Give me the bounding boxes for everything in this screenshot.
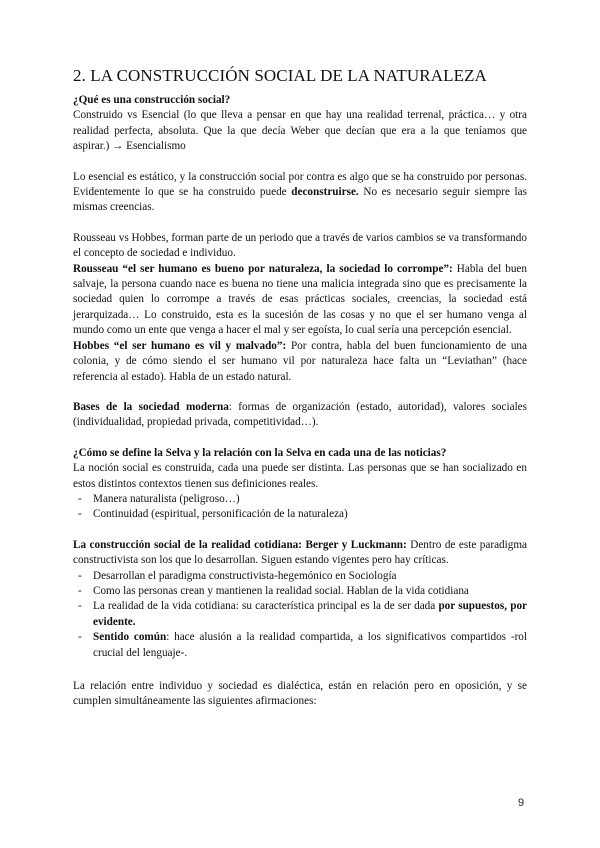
bold-deconstruirse: deconstruirse.	[291, 186, 359, 199]
list-item: - Sentido común: hace alusión a la realidad compartida, a los significativos compartidos -rol crucial del lenguaje-.	[78, 631, 527, 659]
list-berger-luckmann	[73, 569, 527, 661]
list-selva	[73, 492, 527, 523]
paragraph-hobbes: Hobbes “el ser humano es vil y malvado”: Por contra, habla del buen funcionamiento de una colonia, y de cómo siendo el ser humano vil por naturaleza hace falta un “Leviathan” (hace referencia al estado). Habla de un estado natural.	[73, 339, 527, 383]
paragraph-rousseau: Rousseau “el ser humano es bueno por naturaleza, la sociedad lo corrompe”: Habla del buen salvaje, la persona cuando nace es buena no tiene una malicia integrada sino que es precisamente la sociedad quien lo corrompe a través de esas prácticas sociales, creencias, la sociedad está jerarquizada… Lo construido, esta es la sucesión de las cosas y no que el ser humano venga al mundo como un ente que venga a hacer el mal y ser egoísta, lo cual sería una percepción esencial.	[73, 262, 527, 337]
list-item: - La realidad de la vida cotidiana: su característica principal es la de ser dada por supuestos, por evidente.	[78, 600, 528, 628]
list-item: - Continuidad (espiritual, personificación de la naturaleza)	[78, 508, 348, 521]
question-selva: ¿Cómo se define la Selva y la relación con la Selva en cada una de las noticias?	[73, 446, 447, 459]
paragraph-berger-luckmann: La construcción social de la realidad cotidiana: Berger y Luckmann: Dentro de este paradigma constructivista son los que lo desarrollan. Siguen estando vigentes pero hay críticas.	[73, 538, 527, 567]
bold-berger-luckmann: La construcción social de la realidad cotidiana: Berger y Luckmann:	[73, 538, 407, 551]
bold-rousseau-quote: Rousseau “el ser humano es bueno por naturaleza, la sociedad lo corrompe”:	[73, 262, 453, 275]
page-number: 9	[518, 797, 525, 809]
paragraph-esencial-estatico: Lo esencial es estático, y la construcción social por contra es algo que se ha construido por personas. Evidentemente lo que se ha construido puede deconstruirse. No es necesario seguir siempre las mismas creencias.	[73, 170, 527, 214]
bold-bases-sociedad: Bases de la sociedad moderna	[73, 400, 229, 413]
paragraph-dialectica: La relación entre individuo y sociedad es dialéctica, están en relación pero en oposición, y se cumplen simultáneamente las siguientes afirmaciones:	[73, 680, 527, 708]
list-item: - Manera naturalista (peligroso…)	[78, 492, 240, 505]
document-body	[73, 66, 527, 710]
section-heading: 2. LA CONSTRUCCIÓN SOCIAL DE LA NATURALEZA	[73, 66, 487, 85]
paragraph-rousseau-hobbes: Rousseau vs Hobbes, forman parte de un periodo que a través de varios cambios se va transformando el concepto de sociedad e individuo.	[73, 231, 527, 260]
question-construccion-social: ¿Qué es una construcción social?	[73, 94, 231, 106]
paragraph-nocion-social: La noción social es construida, cada una puede ser distinta. Las personas que se han socializado en estos distintos contextos tienen sus definiciones reales.	[73, 462, 527, 490]
list-item: - Desarrollan el paradigma constructivista-hegemónico en Sociología	[78, 569, 397, 582]
list-item: - Como las personas crean y mantienen la realidad social. Hablan de la vida cotidiana	[78, 584, 469, 597]
paragraph-construido-esencial: Construido vs Esencial (lo que lleva a pensar en que hay una realidad terrenal, práctica… y otra realidad perfecta, absoluta. Que la que decía Weber que decían que era a la que teníamos que aspirar.) → Esencialismo	[73, 109, 527, 153]
paragraph-bases-sociedad: Bases de la sociedad moderna: formas de organización (estado, autoridad), valores sociales (individualidad, propiedad privada, competitividad…).	[73, 400, 527, 429]
bold-hobbes-quote: Hobbes “el ser humano es vil y malvado”:	[73, 339, 287, 352]
